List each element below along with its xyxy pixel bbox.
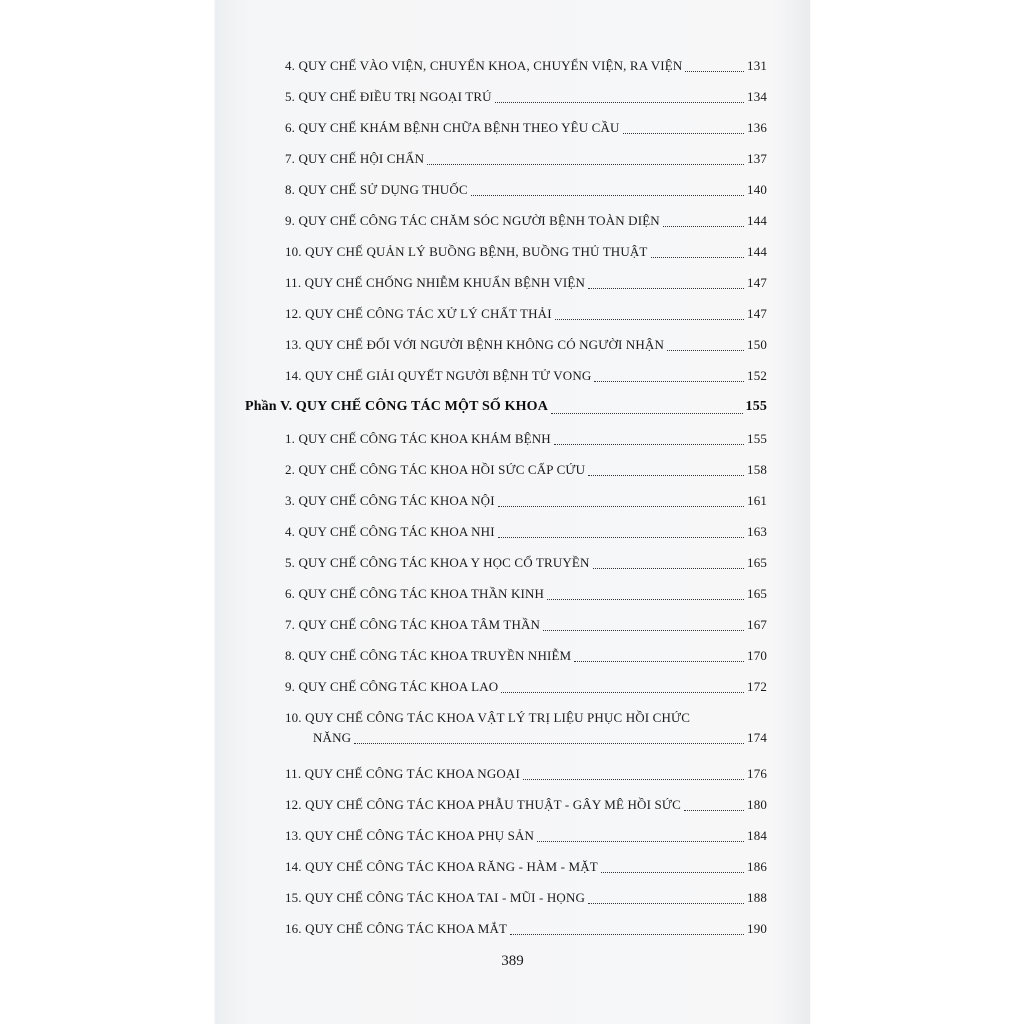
toc-entry xyxy=(285,304,767,324)
toc-entry xyxy=(285,429,767,449)
toc-entry xyxy=(285,460,767,480)
toc-entry-title: 11. QUY CHẾ CHỐNG NHIỄM KHUẨN BỆNH VIỆN xyxy=(285,275,586,290)
toc-entry-page: 150 xyxy=(747,337,767,352)
dot-leader xyxy=(555,319,744,320)
dot-leader xyxy=(593,568,745,569)
toc-entry-page: 147 xyxy=(747,275,767,290)
toc-entry xyxy=(285,242,767,262)
toc-entry-page: 167 xyxy=(747,617,767,632)
toc-entry-page: 184 xyxy=(747,828,767,843)
toc-entry-title: 1. QUY CHẾ CÔNG TÁC KHOA KHÁM BỆNH xyxy=(285,431,551,446)
dot-leader xyxy=(547,599,744,600)
toc-entry-page: 147 xyxy=(747,306,767,321)
toc-entry xyxy=(285,795,767,815)
toc-entry-page: 174 xyxy=(747,730,767,746)
toc-entry-page: 190 xyxy=(747,921,767,936)
toc-entry-page: 144 xyxy=(747,213,767,228)
toc-entry-title: 12. QUY CHẾ CÔNG TÁC KHOA PHẪU THUẬT - GÂY MÊ HỒI SỨC xyxy=(285,797,681,812)
toc-entry-title: 4. QUY CHẾ CÔNG TÁC KHOA NHI xyxy=(285,524,495,539)
toc-entry-page: 186 xyxy=(747,859,767,874)
toc-entry xyxy=(285,708,767,748)
toc-entry-title: 9. QUY CHẾ CÔNG TÁC CHĂM SÓC NGƯỜI BỆNH TOÀN DIỆN xyxy=(285,213,660,228)
part-heading-title: Phần V. QUY CHẾ CÔNG TÁC MỘT SỐ KHOA xyxy=(245,399,548,414)
part-heading xyxy=(245,396,767,418)
toc-entry-title: 7. QUY CHẾ HỘI CHẨN xyxy=(285,151,425,166)
toc-entry xyxy=(285,211,767,231)
toc-entry-page: 165 xyxy=(747,555,767,570)
toc-entry-title: 8. QUY CHẾ CÔNG TÁC KHOA TRUYỀN NHIỄM xyxy=(285,648,572,663)
toc-entry-page: 134 xyxy=(747,89,767,104)
toc-entry-title: 4. QUY CHẾ VÀO VIỆN, CHUYỂN KHOA, CHUYỂN VIỆN, RA VIỆN xyxy=(285,58,683,73)
toc-entry xyxy=(285,826,767,846)
toc-entry-title: 14. QUY CHẾ GIẢI QUYẾT NGƯỜI BỆNH TỬ VONG xyxy=(285,368,592,383)
dot-leader xyxy=(495,102,744,103)
dot-leader xyxy=(623,133,744,134)
toc-entry-title: 8. QUY CHẾ SỬ DỤNG THUỐC xyxy=(285,182,468,197)
dot-leader xyxy=(471,195,744,196)
toc-entry xyxy=(285,677,767,697)
toc-entry-first-line xyxy=(285,708,767,728)
toc-entry-title: 11. QUY CHẾ CÔNG TÁC KHOA NGOẠI xyxy=(285,766,520,781)
dot-leader xyxy=(554,444,744,445)
toc-entry xyxy=(285,522,767,542)
toc-entry xyxy=(285,491,767,511)
toc-entry-page: 136 xyxy=(747,120,767,135)
dot-leader xyxy=(498,537,744,538)
toc-entry-page: 161 xyxy=(747,493,767,508)
toc-entry xyxy=(285,764,767,784)
toc-entry-page: 158 xyxy=(747,462,767,477)
dot-leader xyxy=(663,226,744,227)
table-of-contents xyxy=(215,0,810,1024)
dot-leader xyxy=(667,350,744,351)
toc-entry-page: 165 xyxy=(747,586,767,601)
toc-entry-page: 170 xyxy=(747,648,767,663)
toc-entry xyxy=(285,615,767,635)
toc-entry-title: 3. QUY CHẾ CÔNG TÁC KHOA NỘI xyxy=(285,493,495,508)
toc-entry xyxy=(285,366,767,386)
toc-entry-page: 188 xyxy=(747,890,767,905)
toc-entry xyxy=(285,335,767,355)
dot-leader xyxy=(501,692,744,693)
toc-entry-page: 152 xyxy=(747,368,767,383)
toc-entry xyxy=(285,273,767,293)
toc-entry xyxy=(285,87,767,107)
dot-leader xyxy=(684,810,744,811)
dot-leader xyxy=(510,934,744,935)
toc-entry xyxy=(285,888,767,908)
toc-entry-page: 176 xyxy=(747,766,767,781)
dot-leader xyxy=(574,661,744,662)
toc-entry-title: 15. QUY CHẾ CÔNG TÁC KHOA TAI - MŨI - HỌNG xyxy=(285,890,586,905)
toc-entry-page: 155 xyxy=(747,431,767,446)
dot-leader xyxy=(543,630,744,631)
toc-entry xyxy=(285,118,767,138)
toc-entry-title: 10. QUY CHẾ QUẢN LÝ BUỒNG BỆNH, BUỒNG THỦ THUẬT xyxy=(285,244,648,259)
toc-entry-title: 10. QUY CHẾ CÔNG TÁC KHOA VẬT LÝ TRỊ LIỆU PHỤC HỒI CHỨC xyxy=(285,710,691,725)
toc-entry xyxy=(285,149,767,169)
dot-leader xyxy=(651,257,745,258)
dot-leader xyxy=(685,71,744,72)
toc-entry-page: 180 xyxy=(747,797,767,812)
toc-entry-page: 163 xyxy=(747,524,767,539)
toc-entry xyxy=(285,56,767,76)
dot-leader xyxy=(551,413,743,414)
toc-entry xyxy=(285,646,767,666)
dot-leader xyxy=(537,841,744,842)
toc-entry-title: 16. QUY CHẾ CÔNG TÁC KHOA MẮT xyxy=(285,921,508,936)
toc-entry-page: 172 xyxy=(747,679,767,694)
page-number: 389 xyxy=(501,953,524,969)
toc-entry-page: 140 xyxy=(747,182,767,197)
dot-leader xyxy=(523,779,744,780)
toc-entry-page: 144 xyxy=(747,244,767,259)
toc-entry-title: 6. QUY CHẾ KHÁM BỆNH CHỮA BỆNH THEO YÊU CẦU xyxy=(285,120,620,135)
book-page xyxy=(215,0,810,1024)
toc-entry-title: 12. QUY CHẾ CÔNG TÁC XỬ LÝ CHẤT THẢI xyxy=(285,306,552,321)
toc-entry-title: 13. QUY CHẾ CÔNG TÁC KHOA PHỤ SẢN xyxy=(285,828,535,843)
dot-leader xyxy=(498,506,744,507)
toc-entry-title: 2. QUY CHẾ CÔNG TÁC KHOA HỒI SỨC CẤP CỨU xyxy=(285,462,586,477)
dot-leader xyxy=(354,743,744,744)
dot-leader xyxy=(588,475,744,476)
toc-entry-title: 9. QUY CHẾ CÔNG TÁC KHOA LAO xyxy=(285,679,499,694)
part-heading-page: 155 xyxy=(745,399,767,414)
dot-leader xyxy=(588,288,744,289)
toc-entry xyxy=(285,584,767,604)
toc-entry-title: 13. QUY CHẾ ĐỐI VỚI NGƯỜI BỆNH KHÔNG CÓ NGƯỜI NHẬN xyxy=(285,337,665,352)
toc-entry-title: 14. QUY CHẾ CÔNG TÁC KHOA RĂNG - HÀM - MẶT xyxy=(285,859,598,874)
dot-leader xyxy=(427,164,744,165)
toc-entry xyxy=(285,553,767,573)
toc-entry xyxy=(285,857,767,877)
toc-entry-title: 6. QUY CHẾ CÔNG TÁC KHOA THẦN KINH xyxy=(285,586,545,601)
toc-entry xyxy=(285,180,767,200)
toc-entry-page: 131 xyxy=(747,58,767,73)
toc-entry-second-line xyxy=(285,728,767,748)
toc-entry xyxy=(285,919,767,939)
dot-leader xyxy=(601,872,744,873)
dot-leader xyxy=(594,381,744,382)
toc-entry-page: 137 xyxy=(747,151,767,166)
toc-entry-title-continued: NĂNG xyxy=(313,730,352,746)
toc-entry-title: 7. QUY CHẾ CÔNG TÁC KHOA TÂM THẦN xyxy=(285,617,541,632)
toc-entry-title: 5. QUY CHẾ ĐIỀU TRỊ NGOẠI TRÚ xyxy=(285,89,492,104)
toc-entry-title: 5. QUY CHẾ CÔNG TÁC KHOA Y HỌC CỔ TRUYỀN xyxy=(285,555,590,570)
dot-leader xyxy=(588,903,744,904)
